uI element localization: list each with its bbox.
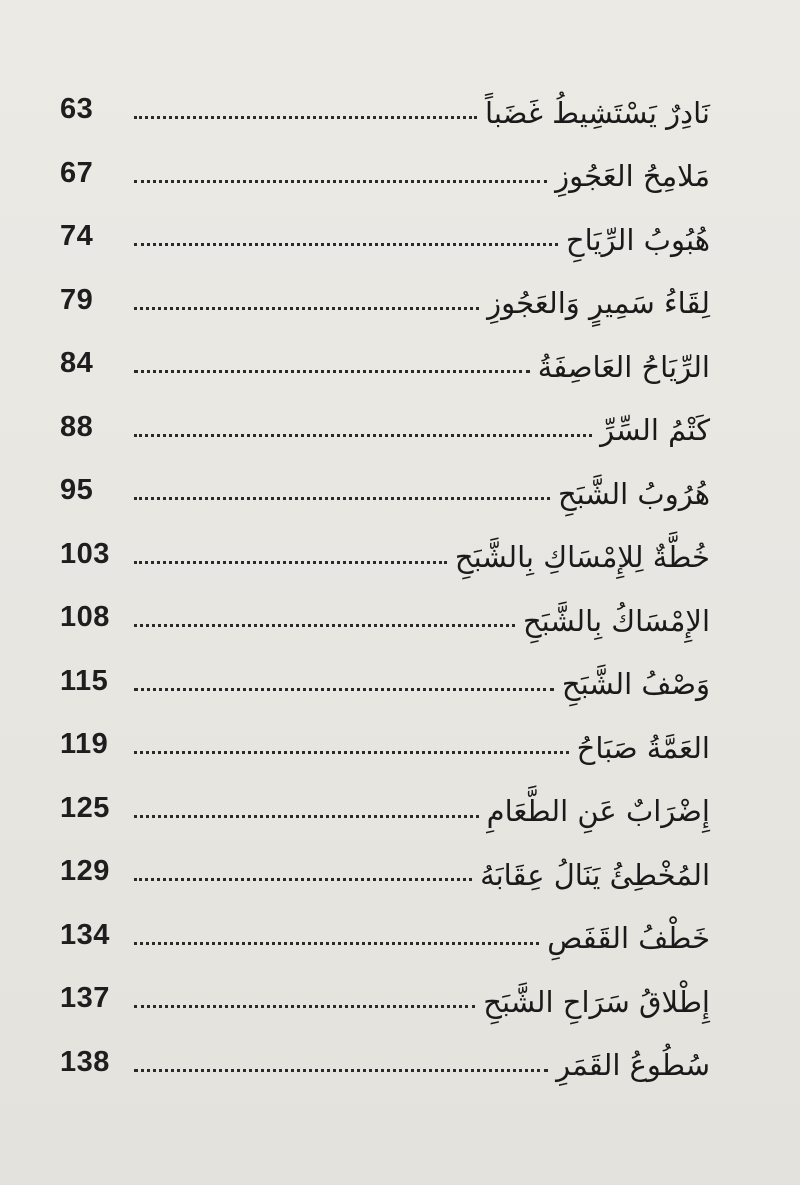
toc-entry (60, 459, 710, 523)
toc-page-number: 67 (60, 156, 94, 189)
toc-title: هُرُوبُ الشَّبَحِ (557, 476, 710, 511)
toc-entry (60, 78, 710, 142)
dot-leader (134, 178, 547, 183)
toc-title: الإِمْسَاكُ بِالشَّبَحِ (522, 603, 710, 638)
toc-entry (60, 777, 710, 841)
toc-entry (60, 332, 710, 396)
table-of-contents (60, 78, 710, 1094)
toc-page-number: 95 (60, 474, 94, 507)
toc-title: مَلامِحُ العَجُوزِ (555, 159, 710, 194)
dot-leader (134, 876, 472, 881)
dot-leader (134, 305, 479, 310)
toc-entry (60, 142, 710, 206)
toc-entry (60, 904, 710, 968)
toc-page-number: 119 (60, 728, 109, 761)
toc-title: خُطَّةٌ لِلإِمْسَاكِ بِالشَّبَحِ (454, 540, 710, 575)
dot-leader (134, 495, 550, 500)
toc-title: إِضْرَابٌ عَنِ الطَّعَامِ (486, 794, 710, 829)
toc-page-number: 84 (60, 347, 94, 380)
toc-page-number: 137 (60, 982, 110, 1015)
toc-page-number: 108 (60, 601, 110, 634)
dot-leader (134, 559, 447, 564)
toc-entry (60, 650, 710, 714)
toc-page-number: 129 (60, 855, 110, 888)
toc-page-number: 138 (60, 1045, 110, 1078)
toc-page-number: 134 (60, 918, 110, 951)
dot-leader (134, 1067, 548, 1072)
dot-leader (134, 749, 569, 754)
toc-title: خَطْفُ القَفَصِ (547, 921, 710, 956)
toc-title: الرِّيَاحُ العَاصِفَةُ (537, 349, 710, 384)
toc-title: وَصْفُ الشَّبَحِ (561, 667, 710, 702)
dot-leader (134, 368, 530, 373)
toc-entry (60, 205, 710, 269)
toc-entry (60, 840, 710, 904)
dot-leader (134, 940, 539, 945)
toc-page-number: 115 (60, 664, 109, 697)
toc-title: إِطْلاقُ سَرَاحِ الشَّبَحِ (483, 984, 710, 1019)
toc-entry (60, 713, 710, 777)
dot-leader (134, 1003, 475, 1008)
toc-entry (60, 586, 710, 650)
dot-leader (134, 432, 592, 437)
toc-page-number: 63 (60, 93, 94, 126)
dot-leader (134, 686, 554, 691)
toc-entry (60, 1031, 710, 1095)
toc-page-number: 125 (60, 791, 110, 824)
dot-leader (134, 241, 558, 246)
toc-page-number: 79 (60, 283, 94, 316)
toc-page-number: 74 (60, 220, 94, 253)
dot-leader (134, 813, 479, 818)
toc-page-number: 88 (60, 410, 94, 443)
toc-title: المُخْطِئُ يَنَالُ عِقَابَهُ (480, 857, 710, 892)
toc-entry (60, 523, 710, 587)
toc-title: هُبُوبُ الرِّيَاحِ (565, 222, 710, 257)
toc-title: العَمَّةُ صَبَاحُ (576, 730, 710, 765)
dot-leader (134, 622, 515, 627)
toc-page-number: 103 (60, 537, 110, 570)
toc-title: سُطُوعُ القَمَرِ (556, 1048, 710, 1083)
toc-title: لِقَاءُ سَمِيرٍ وَالعَجُوزِ (487, 286, 710, 321)
toc-entry (60, 396, 710, 460)
toc-entry (60, 967, 710, 1031)
toc-title: نَادِرٌ يَسْتَشِيطُ غَضَباً (484, 95, 710, 130)
dot-leader (134, 114, 477, 119)
toc-entry (60, 269, 710, 333)
toc-title: كَتْمُ السِّرِّ (600, 413, 710, 448)
